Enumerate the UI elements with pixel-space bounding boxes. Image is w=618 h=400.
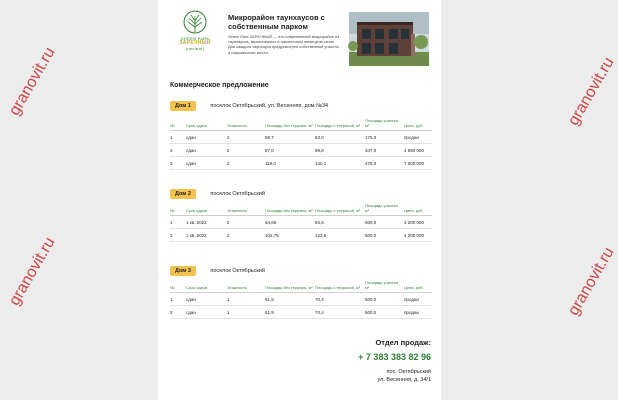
cell: 84,6 [315, 216, 365, 229]
cell: 58,7 [265, 131, 315, 144]
table-header-row [170, 280, 432, 293]
watermark: granovit.ru [6, 234, 59, 309]
col-area-terrace: Площадь с террасой, м² [315, 118, 365, 131]
cell: 500,0 [365, 306, 404, 319]
watermark: granovit.ru [565, 54, 618, 129]
table-row [170, 216, 432, 229]
cell: 64,66 [265, 216, 315, 229]
cell: 500,0 [365, 293, 404, 306]
cell: 2 [170, 306, 186, 319]
house-1-header [170, 97, 328, 107]
logo-line-1: GREEN PARK [180, 36, 210, 41]
cell: сдан [186, 157, 227, 170]
col-deadline: Срок сдачи [186, 118, 227, 131]
col-plot: Площадь участка, м² [365, 280, 404, 293]
cell: 2 [170, 229, 186, 242]
logo-line-3: [unclear] [185, 46, 205, 51]
cell: 2 [227, 157, 265, 170]
house-3-table [170, 280, 432, 319]
table-header-row [170, 203, 432, 216]
price-cell: продан [404, 306, 432, 319]
offer-document [158, 0, 441, 400]
table-row [170, 229, 432, 242]
house-3-header [170, 262, 265, 272]
cell: 500,0 [365, 216, 404, 229]
tree-icon [170, 10, 220, 36]
col-plot: Площадь участка, м² [365, 118, 404, 131]
table-header-row [170, 118, 432, 131]
townhouse-photo [349, 12, 429, 66]
cell: 99,8 [315, 144, 365, 157]
col-price: Цена, руб. [404, 203, 432, 216]
address-line-1: пос. Октябрьский [386, 369, 431, 375]
col-floors: Этажность [227, 118, 265, 131]
house-badge: Дом 1 [170, 101, 196, 111]
cell: 87,0 [265, 144, 315, 157]
col-area: Площадь без террасы, м² [265, 203, 315, 216]
cell: 140,1 [315, 157, 365, 170]
table-row [170, 157, 432, 170]
cell: 1 [227, 306, 265, 319]
cell: 70,4 [315, 293, 365, 306]
house-address: поселок Октябрьский [210, 190, 265, 197]
hero-title: Микрорайон таунхаусов с собственным парком [228, 13, 325, 31]
table-row [170, 131, 432, 144]
house-address: поселок Октябрьский [210, 267, 265, 274]
cell: 63,0 [315, 131, 365, 144]
section-title: Коммерческое предложение [170, 82, 269, 89]
cell: 2 [227, 216, 265, 229]
sales-title: Отдел продаж: [375, 338, 431, 347]
price-cell: 7 000 000 [404, 157, 432, 170]
col-price: Цена, руб. [404, 118, 432, 131]
col-area: Площадь без террасы, м² [265, 118, 315, 131]
address-line-2: ул. Весенняя, д. 34/1 [377, 377, 431, 383]
house-badge: Дом 3 [170, 266, 196, 276]
watermark: granovit.ru [565, 244, 618, 319]
cell: 1 [227, 293, 265, 306]
cell: 2 [170, 144, 186, 157]
cell: 1 кв. 2022 [186, 229, 227, 242]
house-address: поселок Октябрьский, ул. Весенняя, дом №34 [210, 102, 329, 109]
cell: 1 кв. 2022 [186, 216, 227, 229]
table-row [170, 144, 432, 157]
cell: 3 [170, 157, 186, 170]
price-cell: 4 200 000 [404, 229, 432, 242]
cell: сдан [186, 144, 227, 157]
house-2-table [170, 203, 432, 242]
cell: 61,9 [265, 306, 315, 319]
cell: 1 [170, 293, 186, 306]
cell: сдан [186, 131, 227, 144]
cell: 1 [170, 216, 186, 229]
table-row [170, 293, 432, 306]
col-number: № [170, 203, 186, 216]
col-area-terrace: Площадь с террасой, м² [315, 203, 365, 216]
col-floors: Этажность [227, 203, 265, 216]
price-cell: продан [404, 131, 432, 144]
price-cell: 4 690 000 [404, 144, 432, 157]
col-number: № [170, 118, 186, 131]
cell: 102,75 [265, 229, 315, 242]
cell: 175,0 [365, 131, 404, 144]
col-number: № [170, 280, 186, 293]
logo-line-2: ЗАРЕЧНЫЙ [179, 40, 211, 46]
cell: 478,0 [365, 157, 404, 170]
cell: 119,0 [265, 157, 315, 170]
sales-phone[interactable]: + 7 383 383 82 96 [358, 352, 431, 362]
hero-section [158, 0, 441, 72]
col-area: Площадь без террасы, м² [265, 280, 315, 293]
price-cell: 3 200 000 [404, 216, 432, 229]
col-deadline: Срок сдачи [186, 203, 227, 216]
col-price: Цена, руб. [404, 280, 432, 293]
sales-address [378, 368, 432, 384]
cell: 61,9 [265, 293, 315, 306]
cell: сдан [186, 293, 227, 306]
cell: 70,4 [315, 306, 365, 319]
table-row [170, 306, 432, 319]
price-cell: продан [404, 293, 432, 306]
cell: 2 [227, 229, 265, 242]
watermark: granovit.ru [6, 44, 59, 119]
col-plot: Площадь участка, м² [365, 203, 404, 216]
house-1-table [170, 118, 432, 170]
cell: 500,0 [365, 229, 404, 242]
col-deadline: Срок сдачи [186, 280, 227, 293]
cell: сдан [186, 306, 227, 319]
col-floors: Этажность [227, 280, 265, 293]
hero-description: Green Park ЗАРЕЧНЫЙ — это современный микрорайон из таунхаусов, выполненных в лаконичном немецком стиле. Для каждого таунхауса предусмотрен собственный участок и парковочные места. [228, 34, 340, 55]
house-2-header [170, 185, 265, 195]
cell: 1 [170, 131, 186, 144]
house-badge: Дом 2 [170, 189, 196, 199]
brand-logo [170, 10, 220, 56]
cell: 123,6 [315, 229, 365, 242]
cell: 347,0 [365, 144, 404, 157]
cell: 2 [227, 131, 265, 144]
cell: 2 [227, 144, 265, 157]
col-area-terrace: Площадь с террасой, м² [315, 280, 365, 293]
